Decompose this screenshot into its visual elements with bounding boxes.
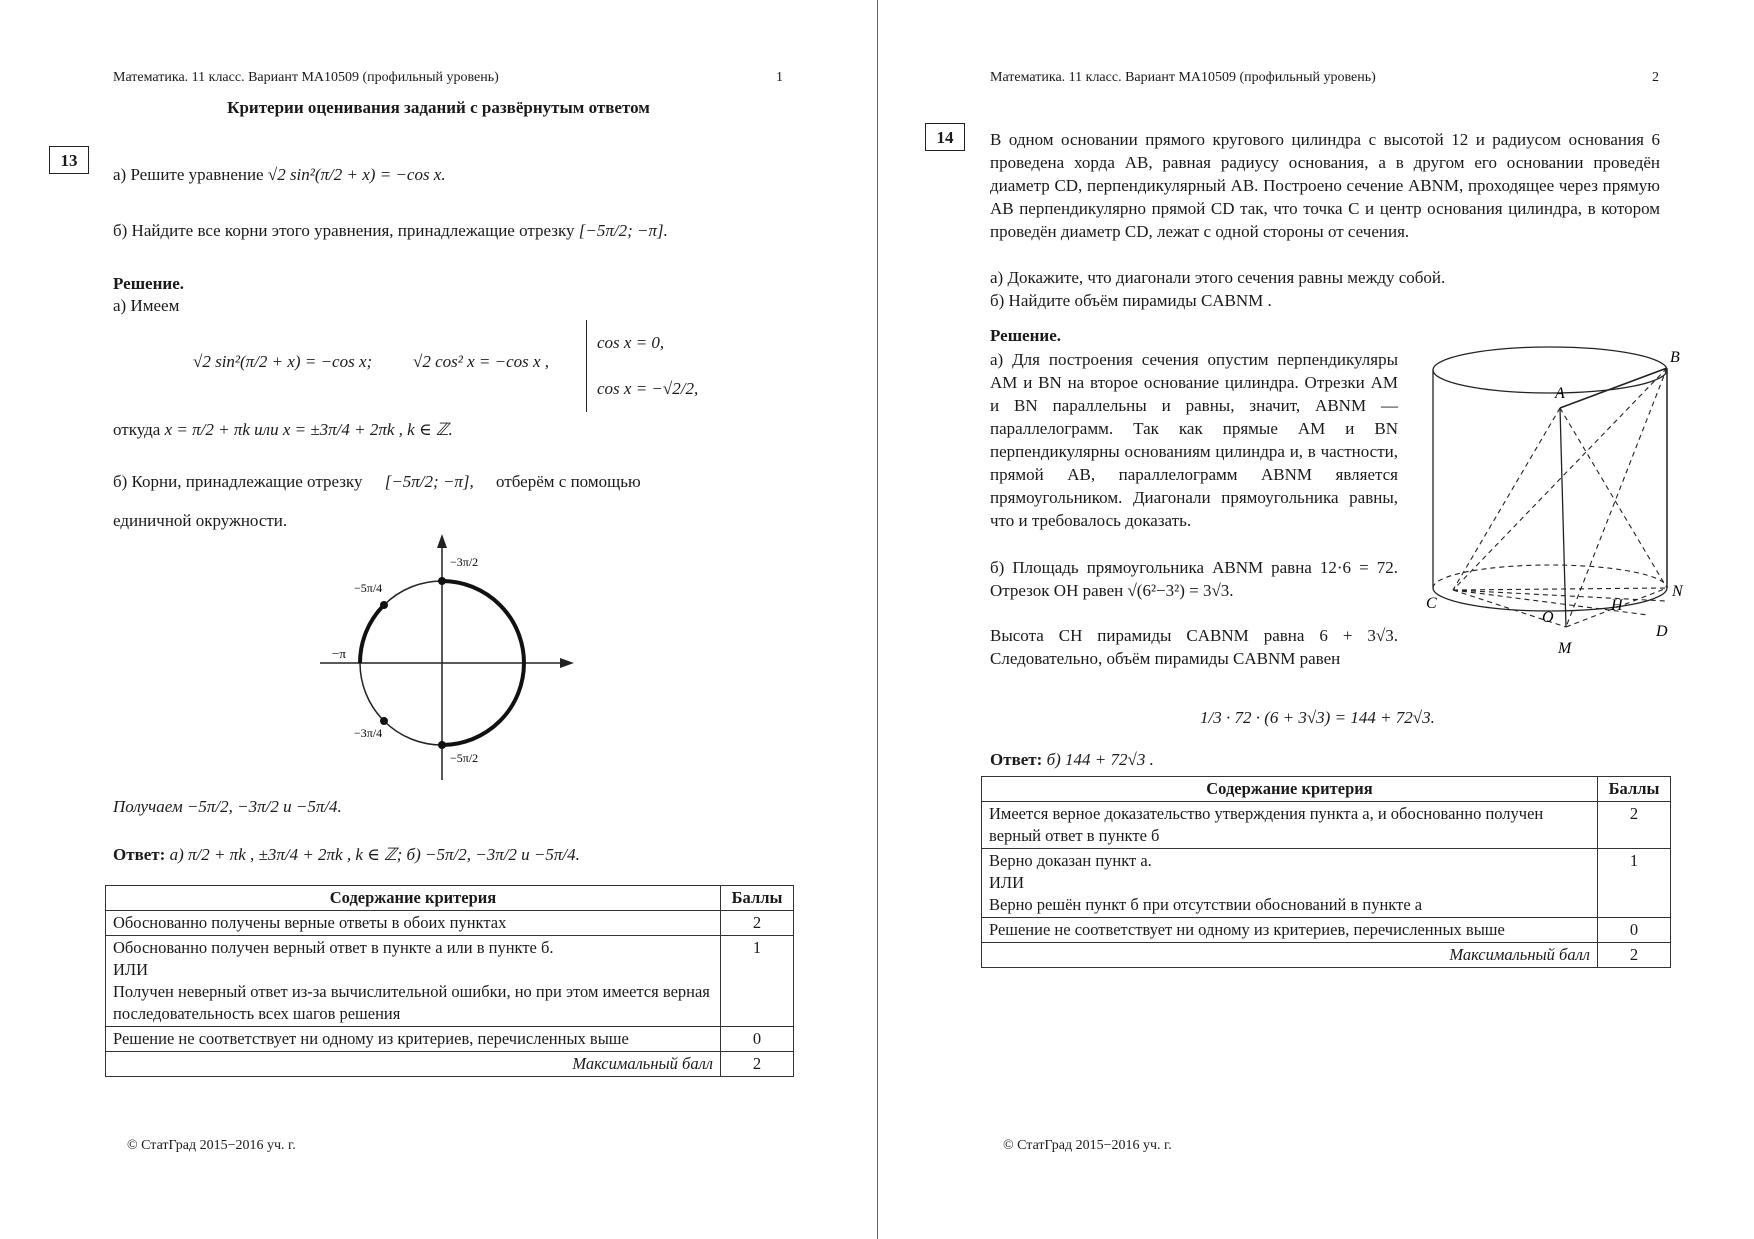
criterion-score: 0: [721, 1027, 794, 1052]
point-upper-left: [380, 601, 388, 609]
label-upper-left: −5π/4: [354, 581, 383, 595]
x-axis-arrow-icon: [560, 658, 574, 668]
solution-b-line: [113, 470, 785, 493]
top-base: [1433, 347, 1667, 393]
solution-label: Решение.: [113, 274, 184, 293]
criterion-score: 1: [721, 936, 794, 1027]
table-header-score: Баллы: [721, 886, 794, 911]
chord-AB: [1560, 368, 1667, 408]
solution-label: Решение.: [990, 326, 1061, 345]
point-top: [438, 577, 446, 585]
table-header-criterion: Содержание критерия: [982, 777, 1598, 802]
problem-part-a-label: а) Решите уравнение: [113, 165, 264, 184]
problem-part-b: [113, 219, 668, 242]
solution-a-intro: а) Имеем: [113, 296, 180, 315]
criterion-line: Верно доказан пункт а.: [989, 851, 1152, 870]
label-lower-left: −3π/4: [354, 726, 383, 740]
max-score-label: Максимальный балл: [106, 1052, 721, 1077]
solution-b-text-2: Высота CH пирамиды CABNM равна 6 + 3√3. Следовательно, объём пирамиды CABNM равен: [990, 626, 1398, 668]
whence-label: откуда: [113, 420, 161, 439]
table-row: [982, 918, 1671, 943]
solution-b-text-2: отберём с помощью: [496, 472, 641, 491]
answer-label: Ответ:: [990, 750, 1043, 769]
page-2: [878, 0, 1754, 1239]
cylinder-figure: [1408, 340, 1688, 660]
page-footer: © СтатГрад 2015−2016 уч. г.: [127, 1138, 296, 1153]
solution-system: [586, 320, 698, 412]
problem-part-a: а) Докажите, что диагонали этого сечения равны между собой.: [990, 268, 1446, 287]
table-max-row: [106, 1052, 794, 1077]
max-score-label: Максимальный балл: [982, 943, 1598, 968]
edge-CN: [1453, 588, 1667, 590]
table-row: [982, 849, 1671, 918]
criterion-text: [106, 936, 721, 1027]
whence-equation: x = π/2 + πk или x = ±3π/4 + 2πk , k ∈ ℤ.: [164, 420, 453, 439]
page-header: Математика. 11 класс. Вариант МА10509 (профильный уровень): [113, 70, 499, 85]
problem-part-a-equation: √2 sin²(π/2 + x) = −cos x.: [267, 165, 446, 184]
criterion-score: 2: [1598, 802, 1671, 849]
solution-b-text: б) Корни, принадлежащие отрезку: [113, 472, 363, 491]
table-header-row: [982, 777, 1671, 802]
got-roots: Получаем −5π/2, −3π/2 и −5π/4.: [113, 797, 342, 816]
problem-part-a: [113, 163, 446, 186]
problem-statement: В одном основании прямого кругового цилиндра с высотой 12 и радиусом основания 6 проведена хорда AB, равная радиусу основания, а в другом его основании проведён диаметр CD, перпендикулярный AB. Построено сечение ABNM, проходящее через прямую AB перпендикулярно прямой CD так, что точка C и центр основания цилиндра, в котором проведён диаметр CD, лежат с одной стороны от сечения.: [990, 130, 1660, 241]
criterion-line: Получен неверный ответ из-за вычислительной ошибки, но при этом имеется верная последовательность всех шагов решения: [113, 982, 710, 1023]
label-O: O: [1542, 609, 1554, 626]
problem-part-b-interval: [−5π/2; −π].: [578, 221, 668, 240]
system-line-1: cos x = 0,: [597, 333, 665, 352]
answer-text: б) 144 + 72√3 .: [1046, 750, 1154, 769]
criteria-table: [105, 885, 794, 1077]
criterion-text: Обоснованно получены верные ответы в обоих пунктах: [106, 911, 721, 936]
solution-whence: [113, 418, 453, 441]
table-header-score: Баллы: [1598, 777, 1671, 802]
page-title: Критерии оценивания заданий с развёрнутым ответом: [227, 98, 650, 117]
answer-text: а) π/2 + πk , ±3π/4 + 2πk , k ∈ ℤ; б) −5π/2, −3π/2 и −5π/4.: [169, 845, 580, 864]
label-M: M: [1558, 640, 1572, 657]
task-number-box: 13: [49, 146, 89, 174]
table-max-row: [982, 943, 1671, 968]
bottom-base-back: [1433, 565, 1667, 588]
page-header: Математика. 11 класс. Вариант МА10509 (профильный уровень): [990, 70, 1376, 85]
point-lower-left: [380, 717, 388, 725]
table-row: [106, 936, 794, 1027]
segment-CH: [1453, 590, 1666, 601]
criterion-or: ИЛИ: [113, 960, 149, 979]
solution-equation-2: √2 cos² x = −cos x ,: [413, 352, 550, 371]
label-C: C: [1426, 595, 1437, 612]
problem-part-b-label: б) Найдите все корни этого уравнения, принадлежащие отрезку: [113, 221, 575, 240]
page-number: 2: [1652, 70, 1659, 85]
criterion-text: Решение не соответствует ни одному из критериев, перечисленных выше: [982, 918, 1598, 943]
label-H: H: [1611, 597, 1623, 614]
criteria-table: [981, 776, 1671, 968]
solution-b-line-3: единичной окружности.: [113, 511, 288, 530]
solution-b-interval: [−5π/2; −π],: [384, 472, 474, 491]
max-score-value: 2: [721, 1052, 794, 1077]
label-D: D: [1656, 623, 1668, 640]
label-left: −π: [332, 646, 346, 661]
max-score-value: 2: [1598, 943, 1671, 968]
answer-line: [113, 843, 580, 866]
table-header-row: [106, 886, 794, 911]
table-header-criterion: Содержание критерия: [106, 886, 721, 911]
label-A: A: [1555, 385, 1565, 402]
label-top: −3π/2: [450, 555, 479, 569]
solution-b-text-1: б) Площадь прямоугольника ABNM равна 12·6 = 72. Отрезок OH равен √(6²−3²) = 3√3.: [990, 558, 1398, 600]
unit-circle-figure: [320, 530, 580, 785]
criterion-or: ИЛИ: [989, 873, 1025, 892]
bottom-base-front: [1433, 588, 1667, 611]
page-footer: © СтатГрад 2015−2016 уч. г.: [1003, 1138, 1172, 1153]
segment-AM: [1560, 408, 1566, 627]
criterion-line: Обоснованно получен верный ответ в пункте а или в пункте б.: [113, 938, 554, 957]
volume-formula: 1/3 · 72 · (6 + 3√3) = 144 + 72√3.: [1200, 708, 1435, 727]
task-number-box: 14: [925, 123, 965, 151]
criterion-score: 0: [1598, 918, 1671, 943]
answer-line: [990, 748, 1154, 771]
criterion-score: 2: [721, 911, 794, 936]
table-row: [106, 911, 794, 936]
criterion-text: Имеется верное доказательство утверждения пункта а, и обоснованно получен верный ответ в пункте б: [982, 802, 1598, 849]
point-bottom: [438, 741, 446, 749]
diagonal-AN: [1560, 408, 1667, 588]
edge-AC: [1453, 408, 1560, 590]
label-bottom: −5π/2: [450, 751, 479, 765]
criterion-text: [982, 849, 1598, 918]
criterion-text: Решение не соответствует ни одному из критериев, перечисленных выше: [106, 1027, 721, 1052]
solution-a-text: а) Для построения сечения опустим перпендикуляры AM и BN на второе основание цилиндра. Отрезки AM и BN параллельны и равны, значит, ABNM — параллелограмм. Так как прямые AM и BN перпендикулярны основаниям цилиндра и, в частности, прямой AB, параллелограмм ABNM является прямоугольником. Диагонали прямоугольника равны, что и требовалось доказать.: [990, 350, 1398, 530]
system-line-2: cos x = −√2/2,: [597, 379, 699, 398]
label-N: N: [1672, 583, 1683, 600]
answer-label: Ответ:: [113, 845, 166, 864]
selected-arc-2: [360, 605, 384, 663]
label-B: B: [1670, 349, 1680, 366]
table-row: [982, 802, 1671, 849]
y-axis-arrow-icon: [437, 534, 447, 548]
solution-equation-1: √2 sin²(π/2 + x) = −cos x;: [193, 352, 373, 371]
page-number: 1: [776, 70, 783, 85]
criterion-score: 1: [1598, 849, 1671, 918]
criterion-line: Верно решён пункт б при отсутствии обоснований в пункте а: [989, 895, 1423, 914]
table-row: [106, 1027, 794, 1052]
problem-part-b: б) Найдите объём пирамиды CABNM .: [990, 291, 1272, 310]
